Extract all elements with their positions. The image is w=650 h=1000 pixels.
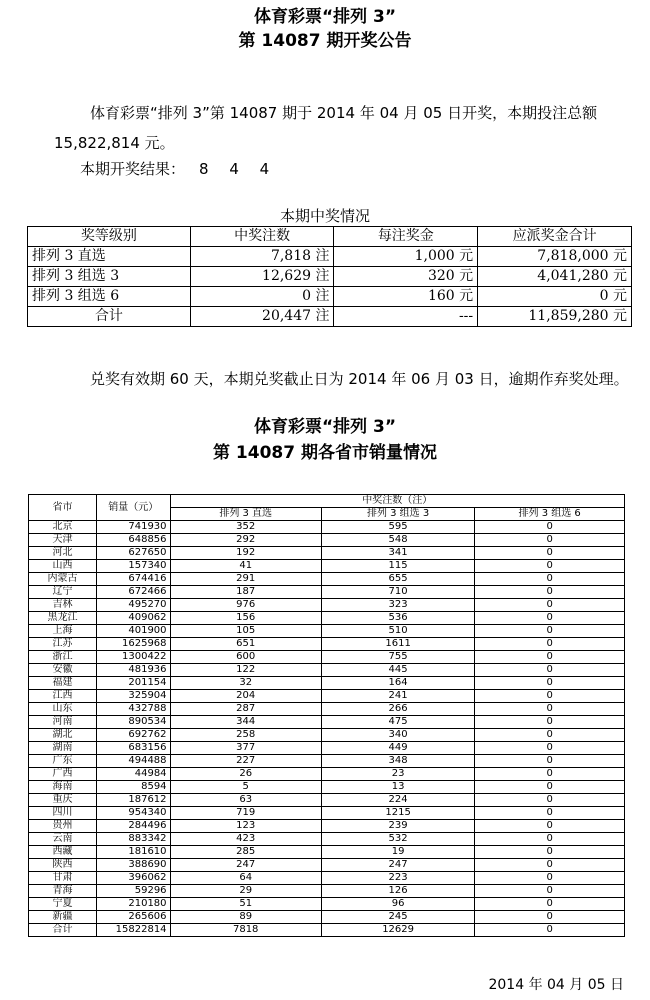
sales-province: 浙江 <box>29 651 97 664</box>
sales-volume: 187612 <box>97 794 171 807</box>
sales-group6-count: 0 <box>475 560 625 573</box>
sales-group6-count: 0 <box>475 651 625 664</box>
sales-row <box>29 898 625 911</box>
prize-table-caption: 本期中奖情况 <box>279 207 370 225</box>
sales-row <box>29 573 625 586</box>
sales-volume: 325904 <box>97 690 171 703</box>
prize-header-count: 中奖注数 <box>190 227 334 247</box>
sales-straight-count: 123 <box>170 820 321 833</box>
sales-group3-count: 239 <box>321 820 475 833</box>
sales-row <box>29 547 625 560</box>
sales-row <box>29 703 625 716</box>
sales-volume: 388690 <box>97 859 171 872</box>
sales-row <box>29 820 625 833</box>
draw-summary-paragraph: 体育彩票“排列 3”第 14087 期于 2014 年 04 月 05 日开奖，本期投注总额 15,822,814 元。 <box>54 104 598 152</box>
sales-group6-count: 0 <box>475 846 625 859</box>
sales-group6-count: 0 <box>475 612 625 625</box>
sales-province: 天津 <box>29 534 97 547</box>
sales-row <box>29 872 625 885</box>
prize-level: 排列 3 组选 3 <box>28 267 191 287</box>
sales-header-row <box>29 495 625 508</box>
announcement-title: 体育彩票“排列 3” <box>253 7 397 27</box>
sales-straight-count: 719 <box>170 807 321 820</box>
sales-row <box>29 833 625 846</box>
sales-straight-count: 63 <box>170 794 321 807</box>
sales-group6-count: 0 <box>475 716 625 729</box>
sales-table <box>28 494 625 937</box>
sales-province: 河南 <box>29 716 97 729</box>
sales-subheader-straight: 排列 3 直选 <box>170 508 321 521</box>
sales-group6-count: 0 <box>475 911 625 924</box>
sales-row <box>29 677 625 690</box>
sales-volume: 954340 <box>97 807 171 820</box>
sales-province: 贵州 <box>29 820 97 833</box>
sales-group3-count: 510 <box>321 625 475 638</box>
sales-group3-count: 115 <box>321 560 475 573</box>
sales-group6-count: 0 <box>475 885 625 898</box>
sales-group6-count: 0 <box>475 794 625 807</box>
sales-volume: 181610 <box>97 846 171 859</box>
sales-group6-count: 0 <box>475 599 625 612</box>
draw-result-numbers: 8 4 4 <box>199 160 278 178</box>
sales-volume: 59296 <box>97 885 171 898</box>
draw-result <box>80 158 277 180</box>
prize-total: 7,818,000 元 <box>478 247 632 267</box>
sales-group6-count: 0 <box>475 677 625 690</box>
sales-volume: 8594 <box>97 781 171 794</box>
sales-straight-count: 344 <box>170 716 321 729</box>
sales-group3-count: 475 <box>321 716 475 729</box>
sales-volume: 1300422 <box>97 651 171 664</box>
sales-straight-count: 156 <box>170 612 321 625</box>
sales-group3-count: 348 <box>321 755 475 768</box>
prize-total: 11,859,280 元 <box>478 307 632 327</box>
sales-group3-count: 449 <box>321 742 475 755</box>
sales-subtitle: 第 14087 期各省市销量情况 <box>213 443 437 463</box>
sales-group3-count: 241 <box>321 690 475 703</box>
sales-row <box>29 638 625 651</box>
prize-count: 7,818 注 <box>190 247 334 267</box>
sales-straight-count: 377 <box>170 742 321 755</box>
sales-straight-count: 5 <box>170 781 321 794</box>
sales-group3-count: 126 <box>321 885 475 898</box>
sales-group3-count: 536 <box>321 612 475 625</box>
sales-group3-count: 223 <box>321 872 475 885</box>
sales-straight-count: 64 <box>170 872 321 885</box>
prize-total: 0 元 <box>478 287 632 307</box>
prize-amount: 160 元 <box>334 287 478 307</box>
sales-group6-count: 0 <box>475 534 625 547</box>
sales-group3-count: 710 <box>321 586 475 599</box>
sales-volume: 692762 <box>97 729 171 742</box>
sales-row <box>29 911 625 924</box>
sales-title: 体育彩票“排列 3” <box>253 417 397 437</box>
prize-count: 20,447 注 <box>190 307 334 327</box>
prize-header-level: 奖等级别 <box>28 227 191 247</box>
sales-volume: 432788 <box>97 703 171 716</box>
prize-table-header-row <box>28 227 632 247</box>
prize-level: 合计 <box>28 307 191 327</box>
sales-straight-count: 258 <box>170 729 321 742</box>
sales-group3-count: 340 <box>321 729 475 742</box>
sales-row <box>29 716 625 729</box>
sales-group6-count: 0 <box>475 807 625 820</box>
sales-straight-count: 287 <box>170 703 321 716</box>
sales-straight-count: 423 <box>170 833 321 846</box>
sales-province: 广东 <box>29 755 97 768</box>
sales-group3-count: 1611 <box>321 638 475 651</box>
sales-group6-count: 0 <box>475 664 625 677</box>
sales-group6-count: 0 <box>475 638 625 651</box>
sales-row <box>29 521 625 534</box>
sales-province: 北京 <box>29 521 97 534</box>
sales-straight-count: 600 <box>170 651 321 664</box>
sales-group6-count: 0 <box>475 729 625 742</box>
sales-row <box>29 794 625 807</box>
sales-province: 陕西 <box>29 859 97 872</box>
sales-group3-count: 245 <box>321 911 475 924</box>
sales-group6-count: 0 <box>475 755 625 768</box>
sales-straight-count: 291 <box>170 573 321 586</box>
sales-volume: 409062 <box>97 612 171 625</box>
sales-province: 山西 <box>29 560 97 573</box>
sales-row <box>29 612 625 625</box>
prize-amount: 320 元 <box>334 267 478 287</box>
sales-straight-count: 247 <box>170 859 321 872</box>
sales-total-row <box>29 924 625 937</box>
sales-group3-count: 224 <box>321 794 475 807</box>
sales-straight-count: 285 <box>170 846 321 859</box>
sales-straight-count: 292 <box>170 534 321 547</box>
prize-count: 0 注 <box>190 287 334 307</box>
prize-total: 4,041,280 元 <box>478 267 632 287</box>
sales-group3-count: 19 <box>321 846 475 859</box>
sales-straight-count: 51 <box>170 898 321 911</box>
sales-province: 江苏 <box>29 638 97 651</box>
sales-volume: 648856 <box>97 534 171 547</box>
sales-province: 上海 <box>29 625 97 638</box>
sales-row <box>29 742 625 755</box>
sales-group3-count: 164 <box>321 677 475 690</box>
sales-group6-count: 0 <box>475 833 625 846</box>
sales-group3-count: 532 <box>321 833 475 846</box>
sales-straight-count: 187 <box>170 586 321 599</box>
prize-header-total: 应派奖金合计 <box>478 227 632 247</box>
sales-row <box>29 729 625 742</box>
prize-amount: 1,000 元 <box>334 247 478 267</box>
sales-province: 西藏 <box>29 846 97 859</box>
sales-volume: 396062 <box>97 872 171 885</box>
sales-straight-count: 89 <box>170 911 321 924</box>
sales-subheader-group6: 排列 3 组选 6 <box>475 508 625 521</box>
sales-volume: 265606 <box>97 911 171 924</box>
sales-row <box>29 859 625 872</box>
sales-straight-count: 204 <box>170 690 321 703</box>
sales-volume: 683156 <box>97 742 171 755</box>
sales-volume: 494488 <box>97 755 171 768</box>
prize-row <box>28 267 632 287</box>
sales-group6-count: 0 <box>475 742 625 755</box>
sales-province: 云南 <box>29 833 97 846</box>
sales-group6-count: 0 <box>475 547 625 560</box>
sales-volume: 890534 <box>97 716 171 729</box>
sales-group3-count: 755 <box>321 651 475 664</box>
sales-province: 黑龙江 <box>29 612 97 625</box>
sales-group6-count: 0 <box>475 521 625 534</box>
sales-group3-count: 548 <box>321 534 475 547</box>
sales-straight-count: 651 <box>170 638 321 651</box>
draw-result-label: 本期开奖结果： <box>80 160 186 178</box>
sales-header-winners: 中奖注数（注） <box>170 495 624 508</box>
sales-row <box>29 586 625 599</box>
sales-group3-count: 96 <box>321 898 475 911</box>
sales-volume: 1625968 <box>97 638 171 651</box>
sales-group3-count: 323 <box>321 599 475 612</box>
sales-group3-count: 445 <box>321 664 475 677</box>
prize-level: 排列 3 组选 6 <box>28 287 191 307</box>
sales-volume: 15822814 <box>97 924 171 937</box>
sales-province: 广西 <box>29 768 97 781</box>
issue-date: 2014 年 04 月 05 日 <box>488 977 624 993</box>
sales-province: 湖北 <box>29 729 97 742</box>
sales-row <box>29 768 625 781</box>
sales-volume: 157340 <box>97 560 171 573</box>
sales-row <box>29 690 625 703</box>
sales-group6-count: 0 <box>475 820 625 833</box>
sales-row <box>29 885 625 898</box>
sales-straight-count: 32 <box>170 677 321 690</box>
sales-straight-count: 26 <box>170 768 321 781</box>
sales-straight-count: 227 <box>170 755 321 768</box>
sales-group3-count: 247 <box>321 859 475 872</box>
sales-province: 吉林 <box>29 599 97 612</box>
sales-group6-count: 0 <box>475 781 625 794</box>
sales-group6-count: 0 <box>475 586 625 599</box>
sales-volume: 672466 <box>97 586 171 599</box>
prize-count: 12,629 注 <box>190 267 334 287</box>
sales-volume: 495270 <box>97 599 171 612</box>
sales-group3-count: 23 <box>321 768 475 781</box>
prize-row <box>28 287 632 307</box>
sales-header-volume: 销量（元） <box>97 495 171 521</box>
sales-province: 重庆 <box>29 794 97 807</box>
sales-volume: 883342 <box>97 833 171 846</box>
prize-row <box>28 247 632 267</box>
sales-group3-count: 1215 <box>321 807 475 820</box>
sales-straight-count: 122 <box>170 664 321 677</box>
sales-row <box>29 846 625 859</box>
sales-province: 甘肃 <box>29 872 97 885</box>
sales-row <box>29 560 625 573</box>
sales-province: 海南 <box>29 781 97 794</box>
sales-province: 湖南 <box>29 742 97 755</box>
sales-province: 江西 <box>29 690 97 703</box>
sales-group3-count: 655 <box>321 573 475 586</box>
prize-table <box>27 226 632 327</box>
sales-group3-count: 13 <box>321 781 475 794</box>
sales-row <box>29 534 625 547</box>
sales-province: 四川 <box>29 807 97 820</box>
sales-volume: 284496 <box>97 820 171 833</box>
sales-row <box>29 625 625 638</box>
sales-row <box>29 664 625 677</box>
sales-province: 内蒙古 <box>29 573 97 586</box>
announcement-subtitle: 第 14087 期开奖公告 <box>238 31 412 51</box>
prize-level: 排列 3 直选 <box>28 247 191 267</box>
sales-group6-count: 0 <box>475 872 625 885</box>
sales-group6-count: 0 <box>475 690 625 703</box>
sales-group6-count: 0 <box>475 859 625 872</box>
sales-row <box>29 599 625 612</box>
sales-province: 河北 <box>29 547 97 560</box>
sales-group6-count: 0 <box>475 924 625 937</box>
sales-straight-count: 976 <box>170 599 321 612</box>
sales-volume: 481936 <box>97 664 171 677</box>
sales-volume: 627650 <box>97 547 171 560</box>
sales-volume: 401900 <box>97 625 171 638</box>
sales-volume: 741930 <box>97 521 171 534</box>
sales-straight-count: 7818 <box>170 924 321 937</box>
sales-group3-count: 266 <box>321 703 475 716</box>
sales-province: 青海 <box>29 885 97 898</box>
prize-total-row <box>28 307 632 327</box>
sales-group6-count: 0 <box>475 625 625 638</box>
sales-row <box>29 651 625 664</box>
sales-volume: 44984 <box>97 768 171 781</box>
sales-row <box>29 755 625 768</box>
sales-province: 新疆 <box>29 911 97 924</box>
sales-group3-count: 12629 <box>321 924 475 937</box>
sales-row <box>29 807 625 820</box>
sales-group3-count: 595 <box>321 521 475 534</box>
sales-straight-count: 352 <box>170 521 321 534</box>
sales-header-province: 省市 <box>29 495 97 521</box>
sales-province: 辽宁 <box>29 586 97 599</box>
prize-amount: --- <box>334 307 478 327</box>
sales-volume: 201154 <box>97 677 171 690</box>
sales-province: 宁夏 <box>29 898 97 911</box>
sales-group6-count: 0 <box>475 898 625 911</box>
sales-straight-count: 105 <box>170 625 321 638</box>
sales-province: 安徽 <box>29 664 97 677</box>
sales-subheader-group3: 排列 3 组选 3 <box>321 508 475 521</box>
sales-province: 福建 <box>29 677 97 690</box>
prize-header-amount: 每注奖金 <box>334 227 478 247</box>
sales-straight-count: 29 <box>170 885 321 898</box>
sales-province: 合计 <box>29 924 97 937</box>
sales-volume: 210180 <box>97 898 171 911</box>
sales-row <box>29 781 625 794</box>
sales-group3-count: 341 <box>321 547 475 560</box>
sales-province: 山东 <box>29 703 97 716</box>
sales-group6-count: 0 <box>475 573 625 586</box>
claim-notice-paragraph: 兑奖有效期 60 天，本期兑奖截止日为 2014 年 06 月 03 日，逾期作弃奖处理。 <box>90 370 629 388</box>
sales-straight-count: 192 <box>170 547 321 560</box>
sales-group6-count: 0 <box>475 703 625 716</box>
sales-volume: 674416 <box>97 573 171 586</box>
sales-group6-count: 0 <box>475 768 625 781</box>
sales-straight-count: 41 <box>170 560 321 573</box>
